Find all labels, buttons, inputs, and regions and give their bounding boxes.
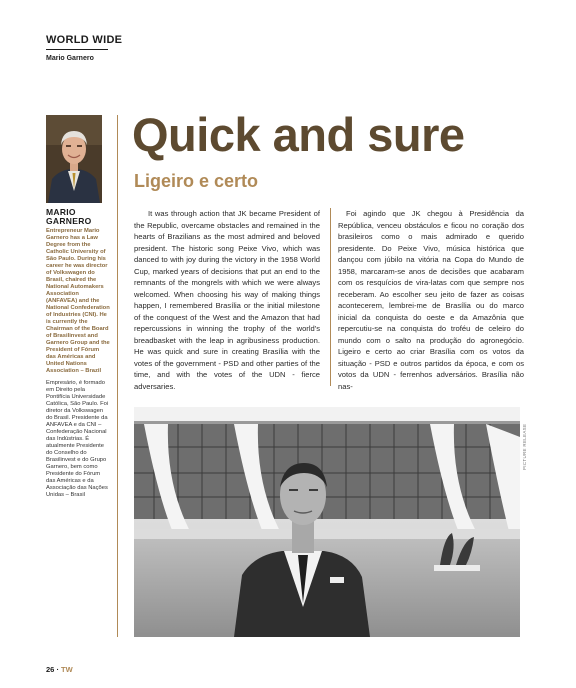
article-body-english: It was through action that JK became President of the Republic, overcame obstacles and remained in the hearts of Brazilians as the most admired and beloved president. The historic song Peixe Vivo, which was danced to with joy during the victory in the 1958 World Cup, marked years of decisions that put an end to the remnants of the mongrels with which we were always welcomed. When choosing his way of making things happen, I remembered Brasília or the initial milestone of the conquest of the West and the Amazon that had repercussions in winning the trophy of the world's breadbasket with the leap in agribusiness production. He was quick and sure in creating Brasília with the votes of the government - PSD and other parties of the time, and with the votes of the UDN - fierce adversaries. [134, 209, 320, 391]
sidebar-divider [117, 115, 118, 637]
article-photo [134, 407, 520, 637]
page-footer [46, 665, 73, 674]
column-divider [330, 208, 331, 386]
photo-palace-portrait [134, 407, 520, 637]
section-author: Mario Garnero [46, 55, 94, 62]
photo-credit: PICTURE RELEASE [522, 423, 527, 470]
section-tag: WORLD WIDE [46, 34, 123, 46]
author-name [46, 208, 110, 226]
article-title: Quick and sure [132, 108, 465, 161]
author-portrait-image [46, 115, 102, 203]
article-body-portuguese: Foi agindo que JK chegou à Presidência da República, venceu obstáculos e ficou no coração dos brasileiros como o mais admirado e querido presidente. Do Peixe Vivo, música histórica que dançou com júbilo na vitória na Copa do Mundo de 1958, marcaram-se anos de decisões que acabaram com os resquícios de vira-latas com que sempre nos receberam. Ao escolher seu jeito de fazer as coisas acontecerem, lembrei-me de Brasília ou do marco inicial da conquista do oeste e da Amazônia que repercutiu-se na conquista do troféu de celeiro do mundo com o salto na produção do agronegócio. Ligeiro e certo ao criar Brasília com os votos da situação - PSD e outros partidos da época, e com os votos da UDN - ferrenhos adversários. Brasília não nas- [338, 209, 524, 391]
section-rule [46, 49, 108, 50]
author-portrait [46, 115, 102, 203]
author-sidebar [46, 208, 110, 499]
author-bio-english: Entrepreneur Mario Garnero has a Law Degree from the Catholic University of São Paulo. During his career he was director of Volkswagen do Brasil, chaired the National Automakers Association (ANFAVEA) and the National Confederation of Industries (CNI). He is currently the Chairman of the Board of Brasilinvest and Garnero Group and the President of Fórum das Américas and United Nations Association – Brazil [46, 228, 110, 374]
magazine-name: TW [61, 665, 73, 674]
author-bio-portuguese: Empresário, é formado em Direito pela Pontifícia Universidade Católica, São Paulo. Foi diretor da Volkswagen do Brasil. Presidente da ANFAVEA e da CNI – Confederação Nacional das Indústrias. É atualmente Presidente do Conselho do Brasilinvest e do Grupo Garnero, bem como Presidente do Fórum das Américas e da Associação das Nações Unidas – Brasil [46, 380, 109, 498]
page-number: 26 [46, 665, 55, 674]
author-name-first: MARIO [46, 207, 76, 217]
footer-separator: · [56, 665, 59, 674]
article-subtitle: Ligeiro e certo [134, 171, 259, 191]
author-name-last: GARNERO [46, 216, 92, 226]
